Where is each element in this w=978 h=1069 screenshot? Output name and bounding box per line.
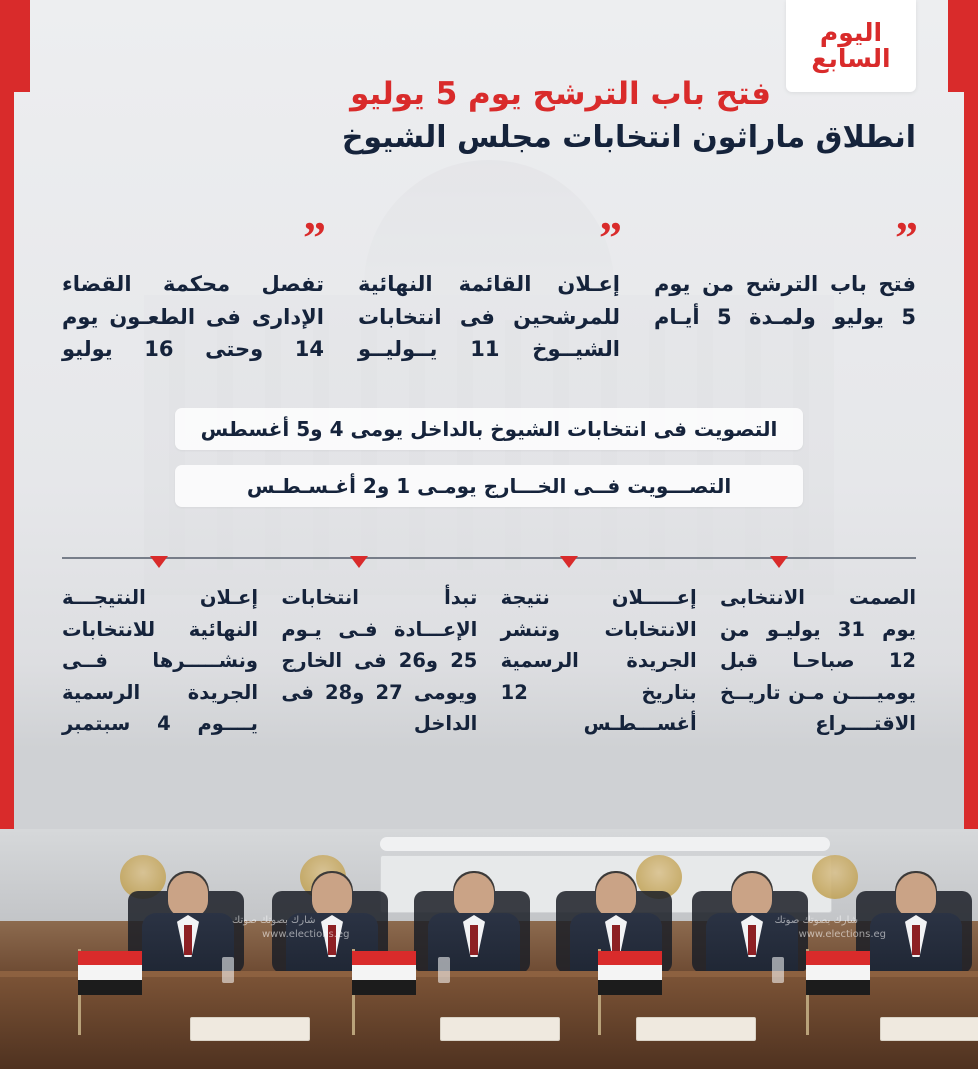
- quote-mark-icon: ”: [599, 212, 620, 263]
- headline-primary: فتح باب الترشح يوم 5 يوليو: [350, 76, 771, 112]
- left-red-block: [0, 0, 30, 92]
- timeline-column-2: [501, 582, 697, 740]
- timeline-column-3: [281, 582, 477, 740]
- timeline-markers: [62, 556, 916, 574]
- photo-watermark-left: شارك بصوتك صوتك: [232, 915, 316, 926]
- banner-text-1: التصويت فى انتخابات الشيوخ بالداخل يومى 4 و5 أغسطس: [200, 417, 778, 441]
- banner-external-voting: [175, 465, 803, 507]
- timeline-columns: [62, 582, 916, 740]
- timeline-arrow-4: [150, 556, 168, 568]
- timeline-text-3: تبدأ انتخابات الإعـــادة فـى يـوم 25 و26 فى الخارج ويومى 27 و28 فى الداخل: [281, 586, 478, 736]
- logo-line-1: اليوم: [819, 17, 883, 47]
- quote-mark-icon: ”: [895, 212, 916, 263]
- timeline-column-1: [720, 582, 916, 740]
- quote-text-2: إعـلان القائمة النهائية للمرشحين فى انتخابات الشيــوخ 11 يــوليــو: [358, 272, 620, 362]
- banner-text-2: التصـــويت فــى الخـــارج يومـى 1 و2 أغـسـطـس: [246, 474, 732, 498]
- quote-mark-icon: ”: [303, 212, 324, 263]
- photo-watermark-url-2: www.elections.eg: [798, 929, 886, 940]
- conference-photo: [0, 829, 978, 1069]
- right-red-bar: [964, 0, 978, 840]
- egypt-flag: [806, 951, 870, 995]
- quote-columns: [62, 212, 916, 366]
- timeline-arrow-1: [770, 556, 788, 568]
- timeline-arrow-2: [560, 556, 578, 568]
- left-red-bar: [0, 0, 14, 840]
- quote-column-3: [62, 212, 324, 366]
- attendee: [704, 873, 800, 985]
- timeline-text-2: إعـــــلان نتيجة الانتخابات وتنشر الجريدة الرسمية بتاريخ 12 أغســـطـس: [500, 586, 697, 736]
- headline-secondary: انطلاق ماراثون انتخابات مجلس الشيوخ: [341, 119, 916, 155]
- quote-column-1: [654, 212, 916, 366]
- quote-text-3: تفصل محكمة القضاء الإدارى فى الطعـون يوم 14 وحتى 16 يوليو: [62, 272, 324, 362]
- headline-block: [62, 74, 916, 158]
- timeline-text-4: إعـلان النتيجـــة النهائية للانتخابات ونشـــــرها فــى الجريدة الرسمية يــــوم 4 سبتمبر: [62, 586, 259, 736]
- logo-line-2: السابع: [811, 43, 891, 73]
- banner-internal-voting: [175, 408, 803, 450]
- quote-column-2: [358, 212, 620, 366]
- right-red-block: [948, 0, 978, 92]
- photo-watermark-left-2: شارك بصوتك صوتك: [774, 915, 858, 926]
- timeline-arrow-3: [350, 556, 368, 568]
- timeline-text-1: الصمت الانتخابى يوم 31 يوليـو من 12 صباحـا قبل يوميــــن مـن تاريــخ الاقتــــراع: [720, 586, 916, 736]
- quote-text-1: فتح باب الترشح من يوم 5 يوليو ولمـدة 5 أيـام: [654, 272, 916, 329]
- egypt-flag: [78, 951, 142, 995]
- timeline-column-4: [62, 582, 258, 740]
- photo-watermark-url: www.elections.eg: [262, 929, 350, 940]
- egypt-flag: [598, 951, 662, 995]
- egypt-flag: [352, 951, 416, 995]
